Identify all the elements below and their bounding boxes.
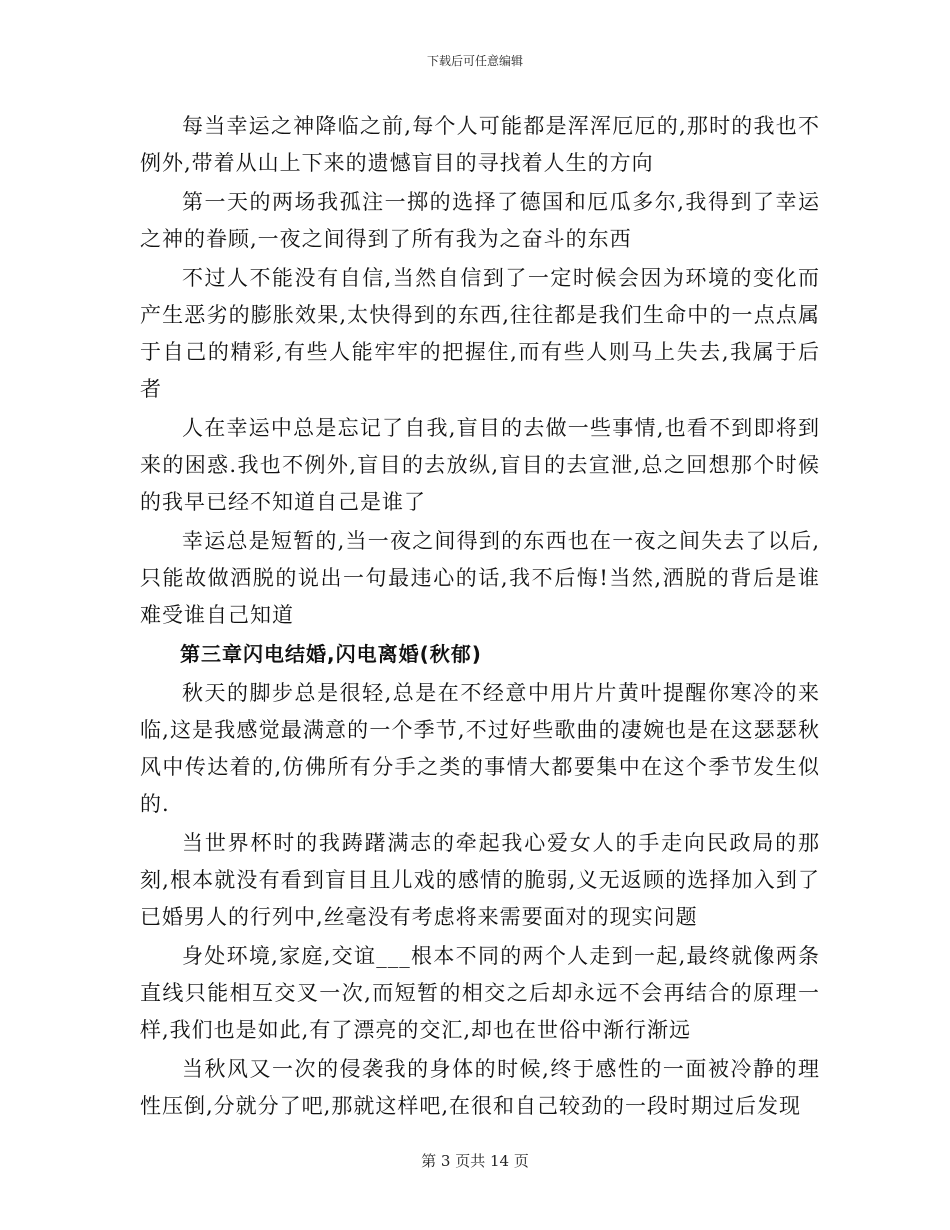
- page-header: 下载后可任意编辑: [426, 54, 523, 68]
- paragraph: 人在幸运中总是忘记了自我,盲目的去做一些事情,也看不到即将到来的困惑.我也不例外,盲目的去放纵,盲目的去宣泄,总之回想那个时候的我早已经不知道自己是谁了: [140, 416, 820, 514]
- page-footer: 第 3 页共 14 页: [421, 1152, 529, 1170]
- paragraph: 每当幸运之神降临之前,每个人可能都是浑浑厄厄的,那时的我也不例外,带着从山上下来的遗憾盲目的寻找着人生的方向: [140, 114, 820, 175]
- paragraph: 秋天的脚步总是很轻,总是在不经意中用片片黄叶提醒你寒冷的来临,这是我感觉最满意的一个季节,不过好些歌曲的凄婉也是在这瑟瑟秋风中传达着的,仿佛所有分手之类的事情大都要集中在这个季节发生似的.: [140, 681, 820, 816]
- chapter-heading: 第三章闪电结婚,闪电离婚(秋郁): [180, 642, 482, 666]
- document-body: [140, 108, 820, 1125]
- paragraph: 不过人不能没有自信,当然自信到了一定时候会因为环境的变化而产生恶劣的膨胀效果,太快得到的东西,往往都是我们生命中的一点点属于自己的精彩,有些人能牢牢的把握住,而有些人则马上失去,我属于后者: [140, 266, 820, 401]
- paragraph: 身处环境,家庭,交谊___根本不同的两个人走到一起,最终就像两条直线只能相互交叉一次,而短暂的相交之后却永远不会再结合的原理一样,我们也是如此,有了漂亮的交汇,却也在世俗中渐行渐远: [140, 944, 820, 1042]
- paragraph: 当秋风又一次的侵袭我的身体的时候,终于感性的一面被冷静的理性压倒,分就分了吧,那就这样吧,在很和自己较劲的一段时期过后发现: [140, 1057, 820, 1118]
- paragraph: 当世界杯时的我踌躇满志的牵起我心爱女人的手走向民政局的那刻,根本就没有看到盲目且儿戏的感情的脆弱,义无返顾的选择加入到了已婚男人的行列中,丝毫没有考虑将来需要面对的现实问题: [140, 831, 820, 929]
- paragraph: 幸运总是短暂的,当一夜之间得到的东西也在一夜之间失去了以后,只能故做洒脱的说出一句最违心的话,我不后悔!当然,洒脱的背后是谁难受谁自己知道: [140, 529, 820, 627]
- paragraph: 第一天的两场我孤注一掷的选择了德国和厄瓜多尔,我得到了幸运之神的眷顾,一夜之间得到了所有我为之奋斗的东西: [140, 190, 820, 251]
